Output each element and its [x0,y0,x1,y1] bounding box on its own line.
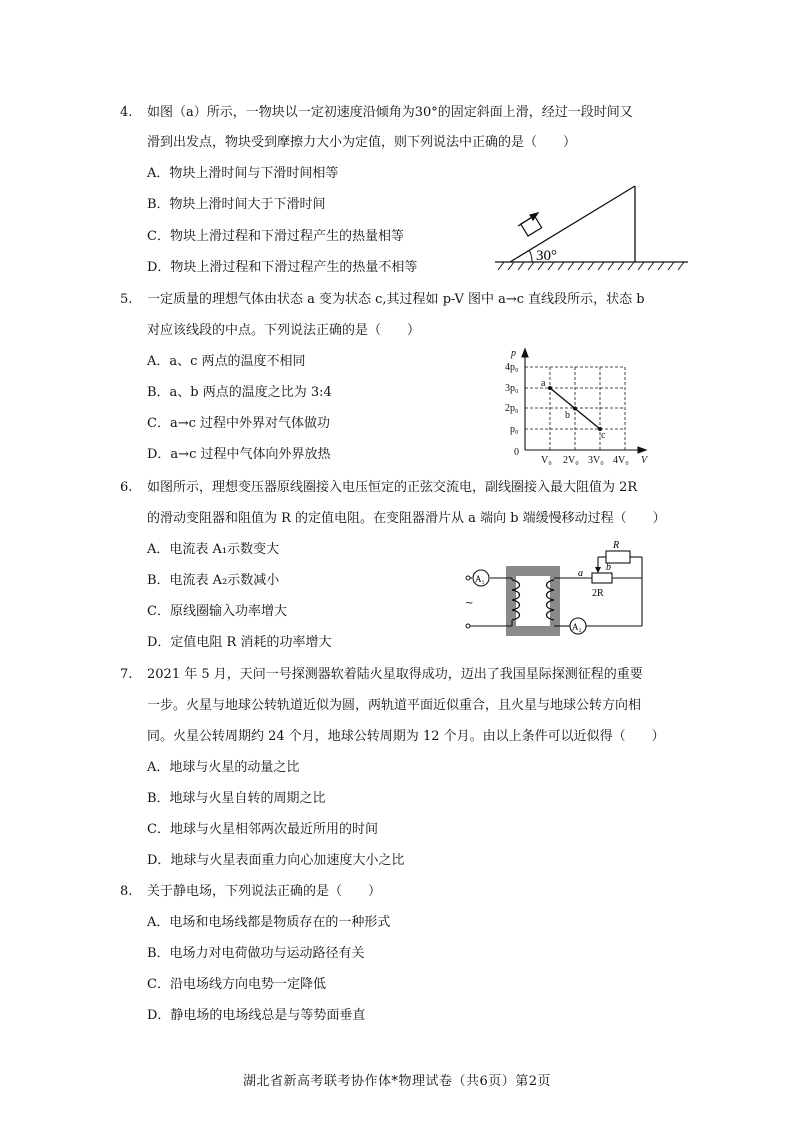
y-tick-3p0: 3p₀ [505,383,519,394]
origin-label: 0 [514,447,519,458]
q7-stem-line2: 一步。火星与地球公转轨道近似为圆，两轨道平面近似重合，且火星与地球公转方向相 [147,698,642,713]
q6-stem-line2: 的滑动变阻器和阻值为 R 的定值电阻。在变阻器滑片从 a 端向 b 端缓慢移动过程（ ） [147,511,666,526]
q5-option-b: B．a、b 两点的温度之比为 3:4 [147,385,332,400]
q5-stem-line1: 一定质量的理想气体由状态 a 变为状态 c,其过程如 p-V 图中 a→c 直线段所示，状态 b [147,292,645,307]
q7-number: 7. [120,667,133,682]
q8-number: 8. [120,884,133,899]
q5-option-a: A．a、c 两点的温度不相同 [147,354,306,369]
label-end-b: b [606,562,611,573]
q5-option-d: D．a→c 过程中气体向外界放热 [147,447,331,462]
ammeter-a1 [473,570,489,586]
q4-option-d: D．物块上滑过程和下滑过程产生的热量不相等 [147,260,418,275]
q8-option-d: D．静电场的电场线总是与等势面垂直 [147,1008,366,1023]
q7-option-d: D．地球与火星表面重力向心加速度大小之比 [147,853,405,868]
label-c: c [601,430,606,441]
label-end-a: a [578,568,583,579]
q8-option-a: A．电场和电场线都是物质存在的一种形式 [147,915,391,930]
page-footer: 湖北省新高考联考协作体*物理试卷（共6页）第2页 [242,1074,552,1089]
label-2r: 2R [592,588,604,599]
label-b: b [565,410,570,421]
q6-stem-line1: 如图所示，理想变压器原线圈接入电压恒定的正弦交流电，副线圈接入最大阻值为 2R [147,480,638,495]
y-tick-4p0: 4p₀ [505,362,519,373]
q8-stem: 关于静电场，下列说法正确的是（ ） [147,884,382,899]
q7-option-b: B．地球与火星自转的周期之比 [147,791,326,806]
q5-option-c: C．a→c 过程中外界对气体做功 [147,416,331,431]
q4-stem-line2: 滑到出发点，物块受到摩擦力大小为定值，则下列说法中正确的是（ ） [147,135,577,150]
q7-option-a: A．地球与火星的动量之比 [147,760,300,775]
q6-option-d: D．定值电阻 R 消耗的功率增大 [147,635,332,650]
ac-symbol: ~ [465,598,474,609]
x-tick-v0: V₀ [541,455,552,466]
ac-terminal-top [466,576,470,580]
q4-option-a: A．物块上滑时间与下滑时间相等 [147,166,339,181]
ac-terminal-bottom [466,624,470,628]
primary-wires [468,578,512,626]
label-a: a [541,378,546,389]
q4-stem-line1: 如图（a）所示，一物块以一定初速度沿倾角为30°的固定斜面上滑，经过一段时间又 [147,105,633,120]
svg-text:A₂: A₂ [572,622,582,632]
x-axis-label: V [641,455,648,466]
x-tick-2v0: 2V₀ [563,455,579,466]
angle-label: 30° [536,248,557,264]
q4-number: 4. [120,105,133,120]
q8-option-c: C．沿电场线方向电势一定降低 [147,977,326,992]
q7-stem-line1: 2021 年 5 月，天问一号探测器软着陆火星取得成功，迈出了我国星际探测征程的重要 [147,667,643,682]
q8-option-b: B．电场力对电荷做功与运动路径有关 [147,946,365,961]
q4-option-b: B．物块上滑时间大于下滑时间 [147,197,326,212]
incline-figure [490,178,690,273]
rheostat-2r [578,562,612,599]
q6-option-a: A．电流表 A₁示数变大 [147,542,280,557]
block [521,216,542,236]
x-tick-4v0: 4V₀ [613,455,629,466]
y-axis-label: p [511,348,516,359]
y-tick-p0: p₀ [510,424,519,435]
ammeter-a2 [570,618,586,634]
q6-option-c: C．原线圈输入功率增大 [147,604,287,619]
q4-option-c: C．物块上滑过程和下滑过程产生的热量相等 [147,229,404,244]
pv-diagram [505,345,655,470]
point-b [573,407,577,411]
angle-arc [529,250,532,262]
transformer-circuit [462,540,662,645]
q6-number: 6. [120,480,133,495]
y-tick-2p0: 2p₀ [505,403,519,414]
x-tick-3v0: 3V₀ [588,455,604,466]
q5-stem-line2: 对应该线段的中点。下列说法正确的是（ ） [147,323,421,338]
ground-hatching [498,262,684,270]
svg-text:R: R [613,540,620,551]
q6-option-b: B．电流表 A₂示数减小 [147,573,280,588]
q7-option-c: C．地球与火星相邻两次最近所用的时间 [147,822,378,837]
q5-number: 5. [120,292,133,307]
point-a [548,386,552,390]
resistor-r [606,540,630,563]
pv-axes [522,349,646,453]
q7-stem-line3: 同。火星公转周期约 24 个月，地球公转周期为 12 个月。由以上条件可以近似得（ ） [147,729,665,744]
svg-text:A₁: A₁ [475,574,485,584]
